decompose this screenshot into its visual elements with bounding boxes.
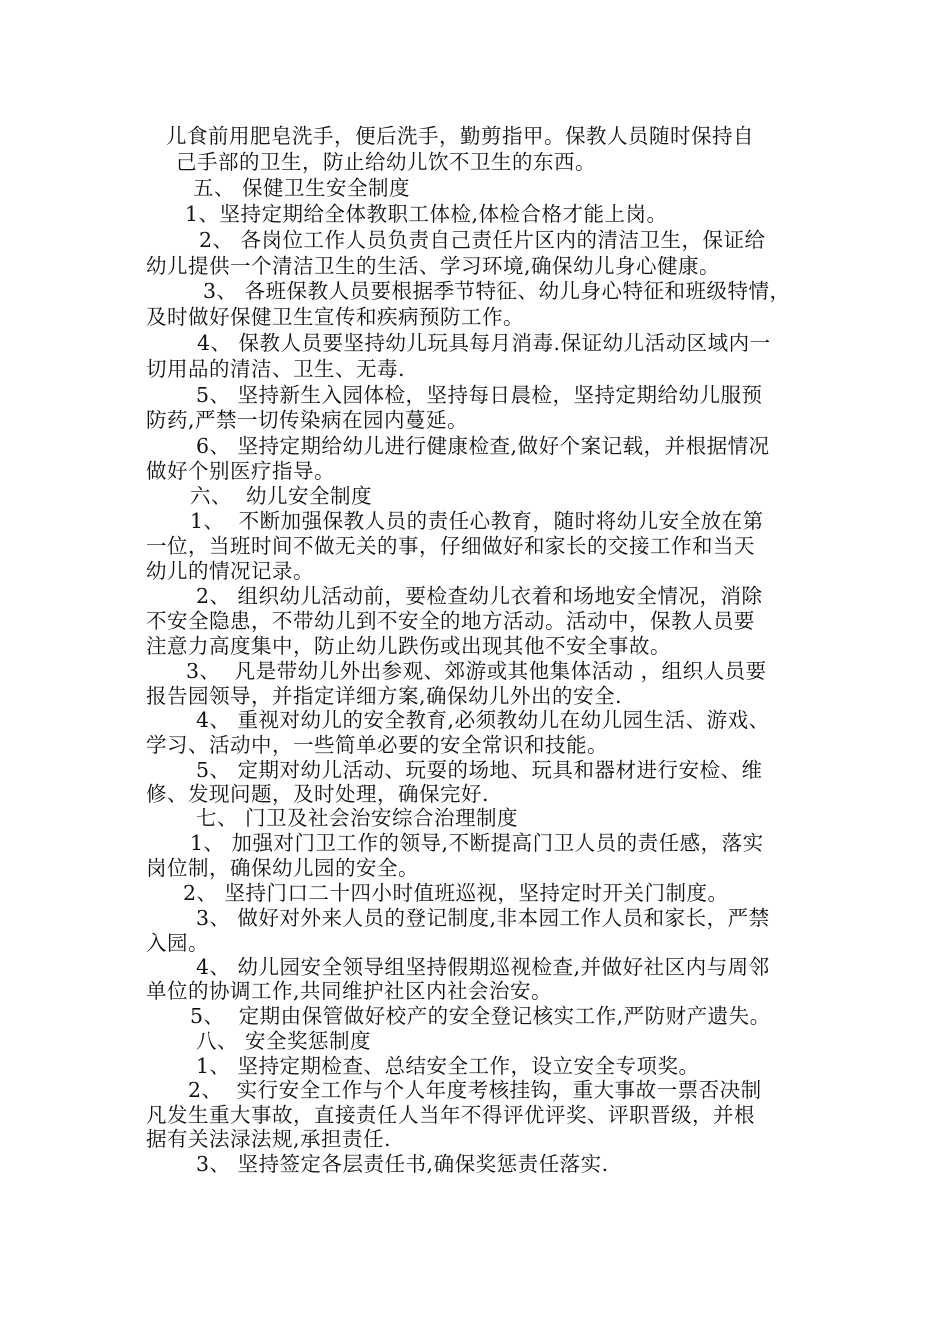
text-line: 学习、活动中，一些简单必要的安全常识和技能。 bbox=[146, 733, 608, 757]
text-line: 幼儿提供一个清洁卫生的生活、学习环境,确保幼儿身心健康。 bbox=[146, 254, 721, 278]
text-line: 切用品的清洁、卫生、无毒. bbox=[146, 357, 406, 381]
text-line: 做好个别医疗指导。 bbox=[146, 459, 335, 483]
text-line: 防药,严禁一切传染病在园内蔓延。 bbox=[146, 408, 469, 432]
text-line: 4、 幼儿园安全领导组坚持假期巡视检查,并做好社区内与周邻 bbox=[196, 955, 770, 979]
text-line: 报告园领导，并指定详细方案,确保幼儿外出的安全. bbox=[146, 684, 623, 708]
text-line: 4、 重视对幼儿的安全教育,必须教幼儿在幼儿园生活、游戏、 bbox=[196, 708, 770, 732]
text-line: 不安全隐患，不带幼儿到不安全的地方活动。活动中，保教人员要 bbox=[146, 609, 755, 633]
text-line: 2、 坚持门口二十四小时值班巡视，坚持定时开关门制度。 bbox=[183, 881, 729, 905]
text-line: 5、 定期对幼儿活动、玩耍的场地、玩具和器材进行安检、维 bbox=[196, 758, 763, 782]
text-line: 己手部的卫生，防止给幼儿饮不卫生的东西。 bbox=[176, 150, 596, 174]
text-line: 2、 实行安全工作与个人年度考核挂钩，重大事故一票否决制 bbox=[188, 1078, 762, 1102]
text-line: 1、 不断加强保教人员的责任心教育，随时将幼儿安全放在第 bbox=[190, 509, 764, 533]
text-line: 3、 做好对外来人员的登记制度,非本园工作人员和家长，严禁 bbox=[196, 906, 770, 930]
text-line: 凡发生重大事故，直接责任人当年不得评优评奖、评职晋级，并根 bbox=[146, 1103, 755, 1127]
text-line: 3、 凡是带幼儿外出参观、郊游或其他集体活动 ，组织人员要 bbox=[186, 659, 767, 683]
text-line: 2、 组织幼儿活动前，要检查幼儿衣着和场地安全情况，消除 bbox=[196, 584, 763, 608]
text-line: 岗位制，确保幼儿园的安全。 bbox=[146, 856, 419, 880]
text-line: 1、 加强对门卫工作的领导,不断提高门卫人员的责任感，落实 bbox=[190, 831, 764, 855]
text-line: 及时做好保健卫生宣传和疾病预防工作。 bbox=[146, 305, 524, 329]
text-line: 注意力高度集中，防止幼儿跌伤或出现其他不安全事故。 bbox=[146, 634, 671, 658]
text-line: 1、坚持定期给全体教职工体检,体检合格才能上岗。 bbox=[185, 202, 668, 226]
text-line: 修、发现问题，及时处理，确保完好. bbox=[146, 782, 490, 806]
section-heading: 七、 门卫及社会治安综合治理制度 bbox=[196, 806, 519, 830]
text-line: 3、 各班保教人员要根据季节特征、幼儿身心特征和班级特情， bbox=[203, 279, 791, 303]
text-line: 据有关法渌法规,承担责任. bbox=[146, 1127, 392, 1151]
text-line: 4、 保教人员要坚持幼儿玩具每月消毒.保证幼儿活动区域内一 bbox=[197, 331, 771, 355]
section-heading: 六、 幼儿安全制度 bbox=[190, 484, 373, 508]
text-line: 儿食前用肥皂洗手，便后洗手，勤剪指甲。保教人员随时保持自 bbox=[166, 124, 754, 148]
section-heading: 五、 保健卫生安全制度 bbox=[193, 176, 411, 200]
text-line: 6、 坚持定期给幼儿进行健康检查,做好个案记载，并根据情况 bbox=[196, 434, 770, 458]
text-line: 幼儿的情况记录。 bbox=[146, 559, 314, 583]
section-heading: 八、 安全奖惩制度 bbox=[196, 1029, 372, 1053]
text-line: 一位，当班时间不做无关的事，仔细做好和家长的交接工作和当天 bbox=[146, 534, 755, 558]
text-line: 1、 坚持定期检查、总结安全工作，设立安全专项奖。 bbox=[196, 1054, 700, 1078]
text-line: 单位的协调工作,共同维护社区内社会治安。 bbox=[146, 979, 553, 1003]
text-line: 2、 各岗位工作人员负责自己责任片区内的清洁卫生，保证给 bbox=[199, 228, 766, 252]
text-line: 5、 坚持新生入园体检，坚持每日晨检，坚持定期给幼儿服预 bbox=[196, 383, 763, 407]
text-line: 3、 坚持签定各层责任书,确保奖惩责任落实. bbox=[196, 1152, 609, 1176]
text-line: 入园。 bbox=[146, 931, 209, 955]
text-line: 5、 定期由保管做好校产的安全登记核实工作,严防财产遗失。 bbox=[190, 1004, 771, 1028]
